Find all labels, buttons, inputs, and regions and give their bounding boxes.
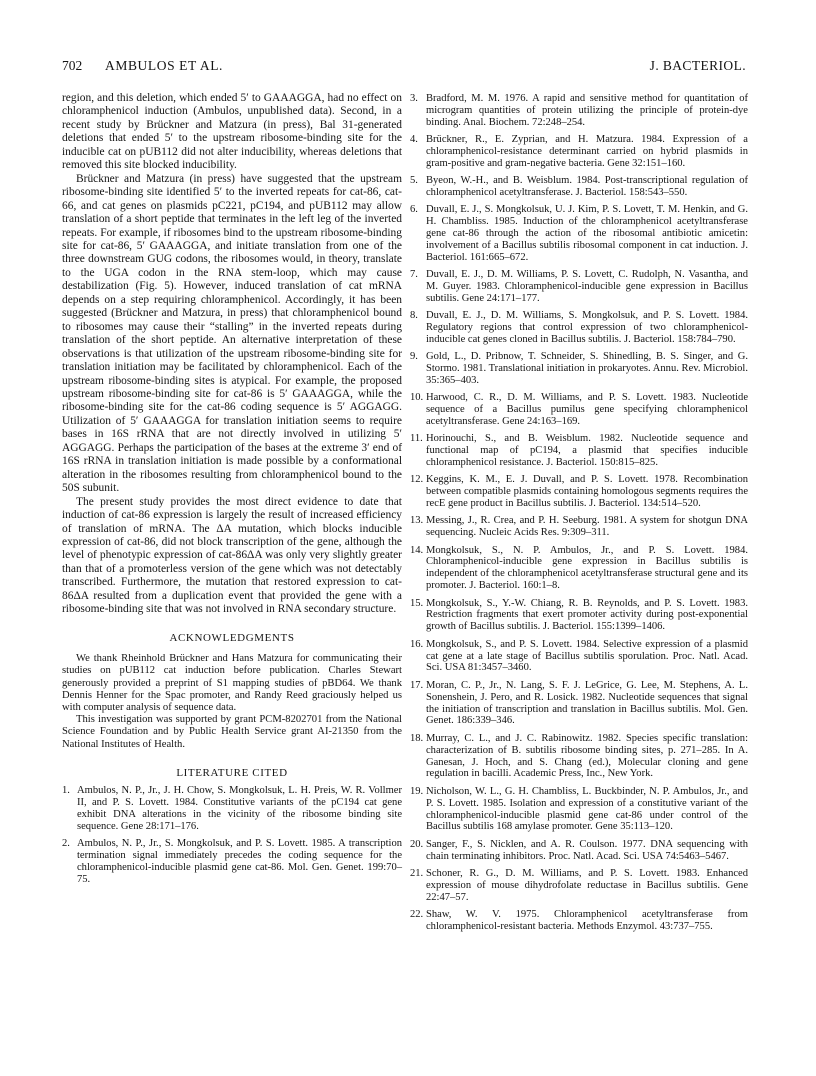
reference-text: Ambulos, N. P., Jr., J. H. Chow, S. Mongkolsuk, L. H. Preis, W. R. Vollmer II, and P. S. Lovett. 1984. Constitutive variants of the pC194 cat gene exhibit DNA alterations in the vicinity of the ribosome binding site sequence. Gene 28:171–176. [77, 785, 402, 833]
reference-number: 18. [410, 732, 424, 744]
reference-text: Ambulos, N. P., Jr., S. Mongkolsuk, and P. S. Lovett. 1985. A transcription termination signal immediately precedes the coding sequence for the chloramphenicol-inducible plasmid gene cat-86. Mol. Gen. Genet. 199:70–75. [77, 838, 402, 886]
reference-text: Mongkolsuk, S., and P. S. Lovett. 1984. Selective expression of a plasmid cat gene at a late stage of Bacillus subtilis sporulation. Proc. Natl. Acad. Sci. USA 81:3457–3460. [426, 638, 748, 674]
reference-item [410, 134, 748, 170]
reference-text: Keggins, K. M., E. J. Duvall, and P. S. Lovett. 1978. Recombination between compatible plasmids containing homologous segments requires the recE gene product in Bacillus subtilis. J. Bacteriol. 134:514–520. [426, 474, 748, 510]
body-paragraph: Brückner and Matzura (in press) have suggested that the upstream ribosome-binding site identified 5′ to the inverted repeats for cat-86, cat-66, and cat genes on plasmids pC221, pC194, and pUB112 may allow translation of a short peptide that terminates in the left leg of the inverted repeats. For example, if ribosomes bind to the upstream ribosome-binding site for cat-86, 5′ GAAAGGA, and initiate translation from one of the three downstream GUG codons, the ribosomes would, in theory, translate to the UGA codon in the RNA stem-loop, which may cause destabilization (Fig. 5). However, induced translation of cat mRNA depends on a step requiring chloramphenicol. Accordingly, it has been suggested (Brückner and Matzura, in press) that chloramphenicol bound to ribosomes may cause their “stalling” in the inverted repeats during translation of the short peptide. An alternative interpretation of these observations is that utilization of the upstream ribosome-binding site for translation initiation may be facilitated by chloramphenicol. Each of the upstream ribosome-binding sites is atypical. For example, the proposed upstream ribosome-binding site for cat-86 is 5′ GAAAGGA, while the ribosome-binding site for the cat-86 coding sequence is 5′ AGGAGG. Utilization of 5′ GAAAGGA for translation initiation seems to require bases in 16S rRNA that are not directly involved in utilizing 5′ AGGAGG. Perhaps the participation of the bases at the extreme 3′ end of 16S rRNA in translation initiation is made possible by a conformational alteration in the ribosomes resulting from chloramphenicol bound to the 50S subunit. [62, 172, 402, 495]
reference-text: Mongkolsuk, S., N. P. Ambulos, Jr., and P. S. Lovett. 1984. Chloramphenicol-inducible gene expression in Bacillus subtilis is independent of the chloramphenicol acetyltransferase structural gene and its promoter. J. Bacteriol. 160:1–8. [426, 544, 748, 592]
reference-number: 2. [62, 838, 70, 850]
reference-item [410, 545, 748, 593]
reference-number: 10. [410, 392, 424, 404]
reference-item [410, 680, 748, 728]
reference-number: 6. [410, 204, 418, 216]
reference-number: 1. [62, 785, 70, 797]
reference-number: 5. [410, 175, 418, 187]
reference-number: 13. [410, 515, 424, 527]
reference-item [410, 639, 748, 675]
reference-number: 9. [410, 351, 418, 363]
reference-item [62, 838, 402, 886]
reference-text: Byeon, W.-H., and B. Weisblum. 1984. Post-transcriptional regulation of chloramphenicol acetyltransferase. J. Bacteriol. 158:543–550. [426, 175, 748, 199]
reference-number: 12. [410, 474, 424, 486]
reference-text: Shaw, W. V. 1975. Chloramphenicol acetyltransferase from chloramphenicol-resistant bacteria. Methods Enzymol. 43:737–755. [426, 908, 748, 932]
literature-cited-heading: LITERATURE CITED [176, 766, 288, 779]
reference-item [410, 175, 748, 199]
left-column [62, 92, 402, 891]
reference-number: 21. [410, 867, 424, 879]
reference-item [410, 598, 748, 634]
reference-number: 22. [410, 908, 424, 920]
reference-list [410, 93, 748, 933]
reference-text: Nicholson, W. L., G. H. Chambliss, L. Buckbinder, N. P. Ambulos, Jr., and P. S. Lovett. 1985. Isolation and expression of a constitutive variant of the chloramphenicol-inducible plasmid gene cat-86 under control of the Bacillus subtilis 168 amylase promoter. Gene 35:113–120. [426, 785, 748, 833]
reference-number: 20. [410, 838, 424, 850]
reference-number: 3. [410, 93, 418, 104]
journal-name: J. BACTERIOL. [649, 58, 746, 73]
reference-list [62, 785, 402, 886]
reference-item [410, 310, 748, 346]
reference-number: 4. [410, 134, 418, 146]
reference-number: 14. [410, 544, 424, 556]
reference-text: Mongkolsuk, S., Y.-W. Chiang, R. B. Reynolds, and P. S. Lovett. 1983. Restriction fragments that exert promoter activity during post-exponential growth of Bacillus subtilis. J. Bacteriol. 155:1399–1406. [426, 597, 748, 633]
reference-item [410, 269, 748, 305]
reference-text: Harwood, C. R., D. M. Williams, and P. S. Lovett. 1983. Nucleotide sequence of a Bacillus pumilus gene specifying chloramphenicol acetyltransferase. Gene 24:163–169. [426, 392, 748, 428]
reference-number: 11. [410, 433, 423, 445]
body-paragraph: region, and this deletion, which ended 5′ to GAAAGGA, had no effect on chloramphenicol induction (Ambulos, unpublished data). Second, in a recent study by Brückner and Matzura (in press), Bal 31-generated deletions that ended 5′ to the upstream ribosome-binding site for the inducible cat on pUB112 did not alter inducibility, whereas deletions that removed this site blocked inducibility. [62, 92, 402, 172]
reference-item [410, 433, 748, 469]
reference-item [410, 839, 748, 863]
running-authors: AMBULOS ET AL. [105, 58, 224, 73]
reference-number: 16. [410, 638, 424, 650]
reference-item [410, 515, 748, 539]
body-paragraph: The present study provides the most direct evidence to date that induction of cat-86 expression is largely the result of increased efficiency of translation of mRNA. The ΔA mutation, which blocks inducible expression of cat-86, did not block transcription of the gene, although the level of phenotypic expression of cat-86ΔA was only very slightly greater than that of a promoterless version of the gene which was not detectably transcribed. Furthermore, the mutation that restored expression to cat-86ΔA resulted from a duplication event that provided the gene with a ribosome-binding site that was not involved in RNA secondary structure. [62, 495, 402, 616]
reference-item [410, 204, 748, 264]
reference-text: Duvall, E. J., D. M. Williams, S. Mongkolsuk, and P. S. Lovett. 1984. Regulatory regions that control expression of two chloramphenicol-inducible cat genes cloned in Bacillus subtilis. J. Bacteriol. 158:784–790. [426, 310, 748, 346]
reference-item [410, 868, 748, 904]
reference-number: 17. [410, 679, 424, 691]
reference-text: Gold, L., D. Pribnow, T. Schneider, S. Shinedling, B. S. Singer, and G. Stormo. 1981. Translational initiation in prokaryotes. Annu. Rev. Microbiol. 35:365–403. [426, 351, 748, 387]
reference-text: Bradford, M. M. 1976. A rapid and sensitive method for quantitation of microgram quantities of protein utilizing the principle of protein-dye binding. Anal. Biochem. 72:248–254. [426, 93, 748, 128]
reference-number: 19. [410, 785, 424, 797]
reference-text: Messing, J., R. Crea, and P. H. Seeburg. 1981. A system for shotgun DNA sequencing. Nucleic Acids Res. 9:309–311. [426, 515, 748, 539]
page-number: 702 [62, 58, 83, 73]
reference-item [410, 392, 748, 428]
reference-text: Moran, C. P., Jr., N. Lang, S. F. J. LeGrice, G. Lee, M. Stephens, A. L. Sonenshein, J. Pero, and R. Losick. 1982. Nucleotide sequences that signal the initiation of transcription and translation in Bacillus subtilis. Mol. Gen. Genet. 186:339–346. [426, 679, 748, 727]
reference-item [410, 474, 748, 510]
reference-item [62, 785, 402, 833]
reference-text: Brückner, R., E. Zyprian, and H. Matzura. 1984. Expression of a chloramphenicol-resistance determinant carried on hybrid plasmids in gram-positive and gram-negative bacteria. Gene 32:151–160. [426, 134, 748, 169]
reference-item [410, 351, 748, 387]
acknowledgments-paragraph: We thank Rheinhold Brückner and Hans Matzura for communicating their studies on pUB112 cat induction before publication. Charles Stewart generously provided a preprint of S1 mapping studies of pBD64. We thank Dennis Henner for the Spac promoter, and Randy Reed graciously helped us with computer analysis of sequence data. [62, 653, 402, 713]
reference-number: 7. [410, 269, 418, 281]
reference-item [410, 93, 748, 129]
reference-text: Duvall, E. J., S. Mongkolsuk, U. J. Kim, P. S. Lovett, T. M. Henkin, and G. H. Chambliss. 1985. Induction of the chloramphenicol acetyltransferase gene cat-86 through the action of the ribosomal antibiotic amicetin: involvement of a Bacillus subtilis ribosomal component in cat induction. J. Bacteriol. 161:665–672. [426, 204, 748, 263]
reference-text: Duvall, E. J., D. M. Williams, P. S. Lovett, C. Rudolph, N. Vasantha, and M. Guyer. 1983. Chloramphenicol-inducible gene expression in Bacillus subtilis. Gene 24:171–177. [426, 269, 748, 305]
reference-item [410, 909, 748, 933]
reference-text: Schoner, R. G., D. M. Williams, and P. S. Lovett. 1983. Enhanced expression of mouse dihydrofolate reductase in Bacillus subtilis. Gene 22:47–57. [426, 867, 748, 903]
funding-paragraph: This investigation was supported by grant PCM-8202701 from the National Science Foundation and by Public Health Service grant AI-21350 from the National Institutes of Health. [62, 714, 402, 750]
reference-number: 8. [410, 310, 418, 322]
running-header [62, 58, 746, 76]
acknowledgments-heading: ACKNOWLEDGMENTS [169, 631, 295, 644]
reference-text: Horinouchi, S., and B. Weisblum. 1982. Nucleotide sequence and functional map of pC194, a plasmid that specifies inducible chloramphenicol resistance. J. Bacteriol. 150:815–825. [426, 433, 748, 469]
reference-number: 15. [410, 597, 424, 609]
reference-text: Murray, C. L., and J. C. Rabinowitz. 1982. Species specific translation: characterization of B. subtilis ribosome binding sites, p. 271–285. In A. Ganesan, J. Hoch, and S. Chang (ed.), Molecular cloning and gene regulation in bacilli. Academic Press, Inc., New York. [426, 732, 748, 780]
right-column [410, 93, 748, 938]
reference-text: Sanger, F., S. Nicklen, and A. R. Coulson. 1977. DNA sequencing with chain terminating inhibitors. Proc. Natl. Acad. Sci. USA 74:5463–5467. [426, 838, 748, 862]
reference-item [410, 733, 748, 781]
reference-item [410, 786, 748, 834]
